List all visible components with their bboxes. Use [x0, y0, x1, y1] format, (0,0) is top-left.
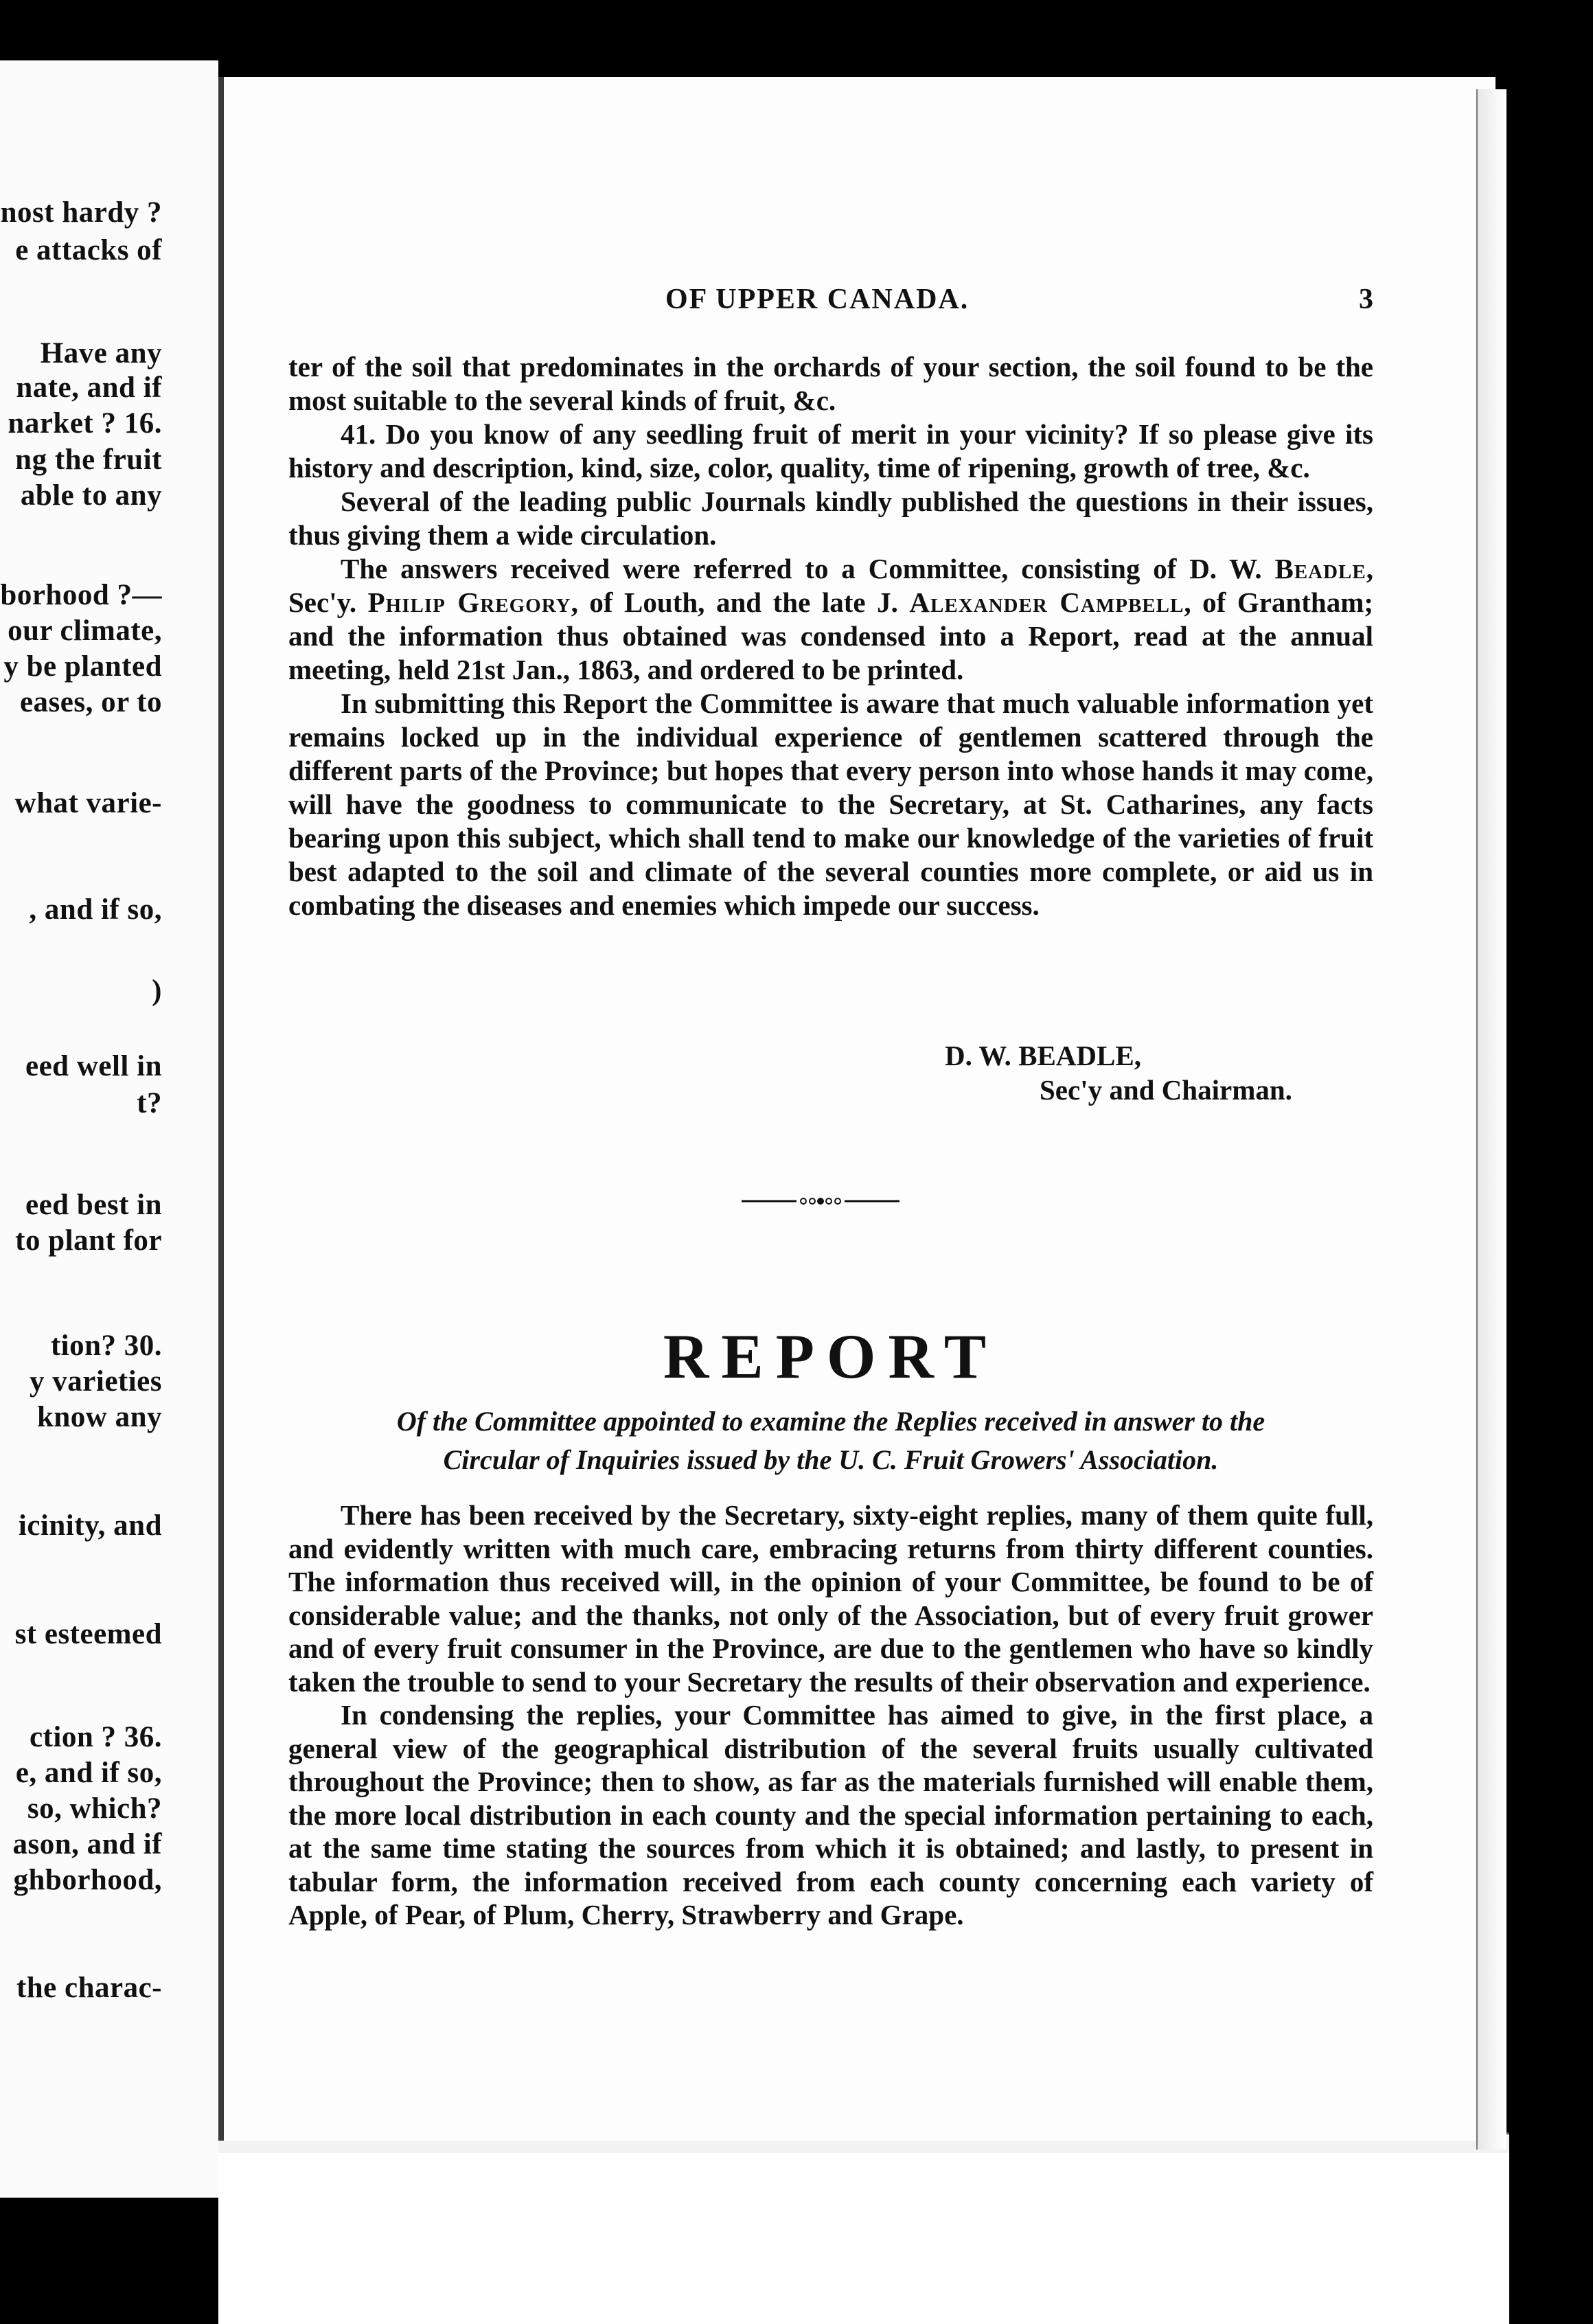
facing-page-line: the charac-: [16, 1972, 162, 2004]
name-campbell: Alexander Campbell: [909, 586, 1184, 618]
name-beadle: Beadle: [1274, 553, 1366, 584]
committee-paragraph: [288, 552, 1373, 687]
facing-page-line: t?: [137, 1087, 162, 1119]
running-head: [224, 283, 1495, 324]
report-paragraph: There has been received by the Secretary, sixty-eight replies, many of them quite full, and evidently written with much care, embracing returns from thirty different counties. The information thus received will, in the opinion of your Committee, be found to be of considerable value; and the thanks, not only of the Association, but of every fruit grower and of every fruit consumer in the Province, are due to the gentlemen who have so kindly taken the trouble to send to your Secretary the results of their observation and experience.: [288, 1499, 1373, 1698]
scan-margin: [218, 2153, 1509, 2324]
report-body: [288, 1499, 1373, 1932]
facing-page-line: what varie-: [14, 787, 162, 819]
facing-page-line: e attacks of: [15, 234, 162, 266]
running-head-title: OF UPPER CANADA.: [665, 284, 970, 315]
facing-page-line: y varieties: [30, 1365, 162, 1398]
facing-page-line: y be planted: [3, 650, 162, 683]
facing-page-line: ): [152, 975, 162, 1007]
facing-page-line: ghborhood,: [13, 1864, 162, 1896]
report-subtitle-line: Of the Committee appointed to examine the Replies received in answer to the: [396, 1406, 1265, 1437]
intro-paragraph: Several of the leading public Journals kindly published the questions in their issues, thus giving them a wide circulation.: [288, 486, 1373, 551]
report-subtitle-line: Circular of Inquiries issued by the U. C. Fruit Growers' Association.: [443, 1444, 1219, 1475]
signature-role: Sec'y and Chairman.: [1040, 1074, 1292, 1106]
facing-page-line: to plant for: [15, 1224, 162, 1257]
facing-page-line: e, and if so,: [15, 1757, 162, 1789]
facing-page-line: nate, and if: [16, 372, 162, 404]
text-run: , Sec'y.: [288, 553, 1373, 618]
facing-page-line: ction ? 36.: [29, 1721, 162, 1753]
facing-page-line: tion? 30.: [50, 1330, 162, 1362]
facing-page-line: eed well in: [25, 1050, 162, 1082]
facing-page-line: able to any: [20, 479, 162, 512]
intro-paragraph: In submitting this Report the Committee is aware that much valuable information yet remains locked up in the individual experience of gentlemen scattered through the different parts of the Province; but hopes that every person into whose hands it may come, will have the goodness to communicate to the Secretary, at St. Catharines, any facts bearing upon this subject, which shall tend to make our knowledge of the varieties of fruit best adapted to the soil and climate of the several counties more complete, or aid us in combating the diseases and enemies which impede our success.: [288, 687, 1373, 921]
text-run: The answers received were referred to a Committee, consisting of D. W.: [341, 553, 1275, 584]
report-subtitle: [288, 1402, 1373, 1479]
signature-name: D. W. BEADLE,: [945, 1040, 1141, 1071]
report-paragraph: In condensing the replies, your Committee has aimed to give, in the first place, a general view of the geographical distribution of the several fruits usually cultivated throughout the Province; then to show, as far as the materials furnished will enable them, the more local distribution in each county and the special information pertaining to each, at the same time stating the sources from which it is obtained; and lastly, to present in tabular form, the information received from each county concerning each variety of Apple, of Pear, of Plum, Cherry, Strawberry and Grape.: [288, 1699, 1373, 1930]
facing-page-line: st esteemed: [14, 1618, 162, 1650]
facing-page-line: , and if so,: [29, 893, 162, 926]
facing-page-line: our climate,: [8, 615, 162, 647]
report-heading: REPORT: [663, 1321, 999, 1391]
facing-page-line: know any: [36, 1401, 162, 1433]
ornament-divider: [742, 1194, 899, 1208]
intro-paragraph: ter of the soil that predominates in the orchards of your section, the soil found to be the most suitable to the several kinds of fruit, &c.: [288, 351, 1373, 416]
facing-page-line: ason, and if: [12, 1828, 162, 1860]
question-41: 41. Do you know of any seedling fruit of merit in your vicinity? If so please give its history and description, kind, size, color, quality, time of ripening, growth of tree, &c.: [288, 418, 1373, 483]
facing-page-fragment: [0, 60, 218, 2198]
facing-page-line: narket ? 16.: [8, 407, 162, 440]
facing-page-line: so, which?: [27, 1792, 162, 1825]
facing-page-line: nost hardy ?: [0, 196, 162, 229]
facing-page-line: ng the fruit: [15, 444, 162, 476]
facing-page-line: borhood ?—: [0, 579, 162, 611]
name-gregory: Philip Gregory: [367, 586, 571, 618]
book-page: [218, 77, 1495, 2141]
facing-page-line: Have any: [40, 337, 162, 369]
page-right-edge: [1476, 89, 1506, 2150]
facing-page-line: eed best in: [25, 1189, 162, 1221]
intro-text: [288, 350, 1373, 922]
facing-page-line: icinity, and: [18, 1510, 162, 1542]
page-number: 3: [1359, 284, 1373, 315]
text-run: , of Louth, and the late J.: [571, 586, 910, 618]
facing-page-line: eases, or to: [19, 686, 162, 718]
text-run: , of Grantham; and the information thus obtained was condensed into a Report, read at the annual meeting, held 21st Jan., 1863, and ordered to be printed.: [288, 586, 1373, 685]
signature-block: [945, 1038, 1292, 1107]
